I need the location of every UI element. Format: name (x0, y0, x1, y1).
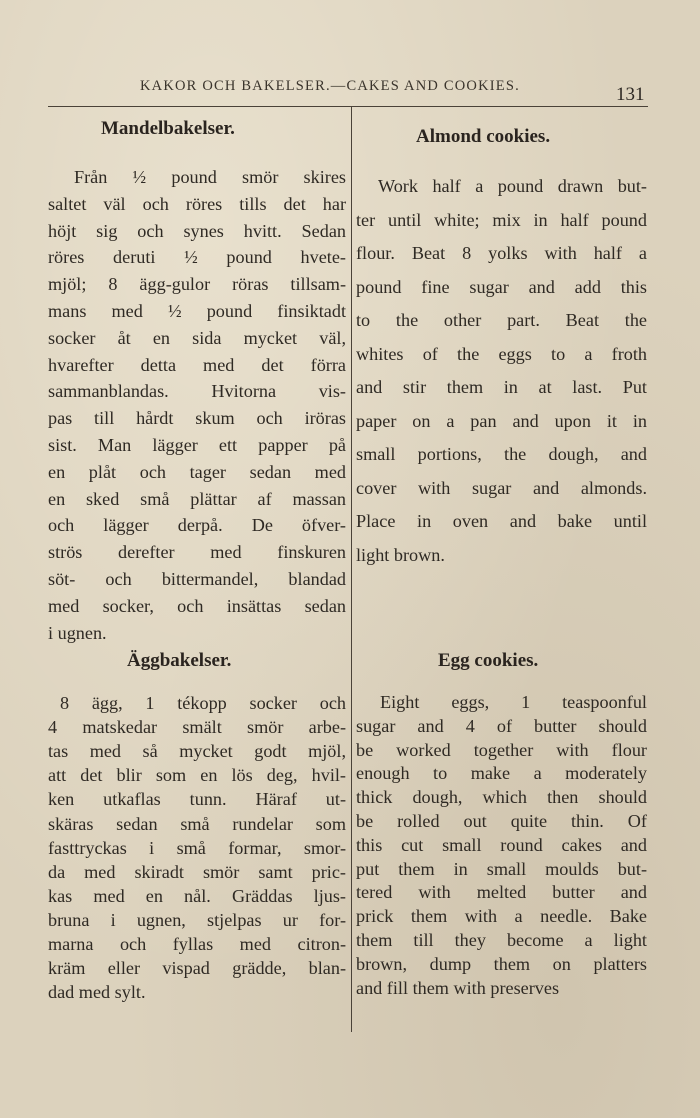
text-line: kas med en nål. Gräddas ljus- (48, 885, 346, 906)
text-line: put them in small moulds but- (356, 858, 647, 879)
text-line: dad med sylt. (48, 982, 146, 1003)
heading-mandelbakelser: Mandelbakelser. (101, 118, 235, 139)
text-line: Work half a pound drawn but- (378, 176, 647, 196)
text-line: brown, dump them on platters (356, 953, 647, 974)
running-head: KAKOR OCH BAKELSER.—CAKES AND COOKIES. (140, 78, 520, 94)
text-line: thick dough, which then should (356, 787, 647, 808)
text-line: paper on a pan and upon it in (356, 410, 647, 431)
text-line: Från ½ pound smör skires (74, 167, 346, 187)
text-line: da med skiradt smör samt pric- (48, 861, 346, 882)
text-line: this cut small round cakes and (356, 834, 647, 855)
text-line: pound fine sugar and add this (356, 276, 647, 297)
text-line: be rolled out quite thin. Of (356, 811, 647, 831)
heading-aggbakelser: Äggbakelser. (127, 650, 232, 671)
text-line: prick them with a needle. Bake (356, 906, 647, 927)
text-line: and stir them in at last. Put (356, 377, 647, 397)
header-rule (48, 106, 648, 107)
text-line: tas med så mycket godt mjöl, (48, 741, 346, 762)
text-line: Place in oven and bake until (356, 511, 647, 531)
text-line: söt- och bittermandel, blandad (48, 569, 346, 589)
text-line: pas till hårdt skum och iröras (48, 408, 346, 429)
text-line: 4 matskedar smält smör arbe- (48, 717, 346, 738)
text-line: ter until white; mix in half pound (356, 209, 647, 230)
text-line: höjt sig och synes hvitt. Sedan (48, 220, 346, 241)
recipe-text-aggbakelser (48, 691, 346, 1004)
text-line: flour. Beat 8 yolks with half a (356, 243, 647, 263)
text-line: och lägger derpå. De öfver- (48, 515, 346, 536)
heading-almond-cookies: Almond cookies. (416, 126, 551, 147)
text-line: whites of the eggs to a froth (356, 343, 647, 364)
text-line: be worked together with flour (356, 739, 647, 760)
text-line: med socker, och insättas sedan (48, 595, 346, 616)
heading-egg-cookies: Egg cookies. (438, 650, 539, 671)
recipe-text-mandelbakelser (48, 164, 346, 646)
text-line: strös derefter med finskuren (48, 542, 346, 563)
text-line: and fill them with preserves (356, 977, 560, 998)
text-line: enough to make a moderately (356, 763, 647, 784)
text-line: light brown. (356, 544, 445, 565)
text-line: sugar and 4 of butter should (356, 715, 647, 736)
text-line: small portions, the dough, and (356, 444, 647, 464)
text-line: sist. Man lägger ett papper på (48, 435, 346, 455)
text-line: skäras sedan små rundelar som (48, 813, 346, 834)
text-line: 8 ägg, 1 tékopp socker och (60, 693, 346, 713)
text-line: to the other part. Beat the (356, 310, 647, 330)
text-line: hvarefter detta med det förra (48, 354, 346, 375)
text-line: fasttryckas i små formar, smor- (48, 837, 346, 858)
text-line: socker åt en sida mycket väl, (48, 327, 346, 348)
recipe-text-egg-cookies (356, 691, 647, 1000)
text-line: mans med ½ pound finsiktadt (48, 301, 346, 321)
text-line: sammanblandas. Hvitorna vis- (48, 381, 346, 402)
text-line: röres deruti ½ pound hvete- (48, 247, 346, 268)
text-line: tered with melted butter and (356, 882, 647, 903)
text-line: i ugnen. (48, 622, 107, 643)
text-line: en sked små plättar af massan (48, 488, 346, 509)
text-line: bruna i ugnen, stjelpas ur for- (48, 909, 346, 930)
text-line: en plåt och tager sedan med (48, 461, 346, 482)
text-line: cover with sugar and almonds. (356, 477, 647, 498)
page-number: 131 (616, 84, 645, 105)
text-line: kräm eller vispad grädde, blan- (48, 958, 346, 979)
text-line: saltet väl och röres tills det har (48, 193, 346, 214)
text-line: marna och fyllas med citron- (48, 934, 346, 954)
text-line: Eight eggs, 1 teaspoonful (380, 692, 647, 712)
text-line: ken utkaflas tunn. Häraf ut- (48, 789, 346, 810)
text-line: them till they become a light (356, 930, 647, 950)
text-line: mjöl; 8 ägg-gulor röras tillsam- (48, 274, 346, 295)
recipe-text-almond-cookies (356, 170, 647, 572)
text-line: att det blir som en lös deg, hvil- (48, 765, 346, 786)
column-divider (351, 106, 352, 1032)
